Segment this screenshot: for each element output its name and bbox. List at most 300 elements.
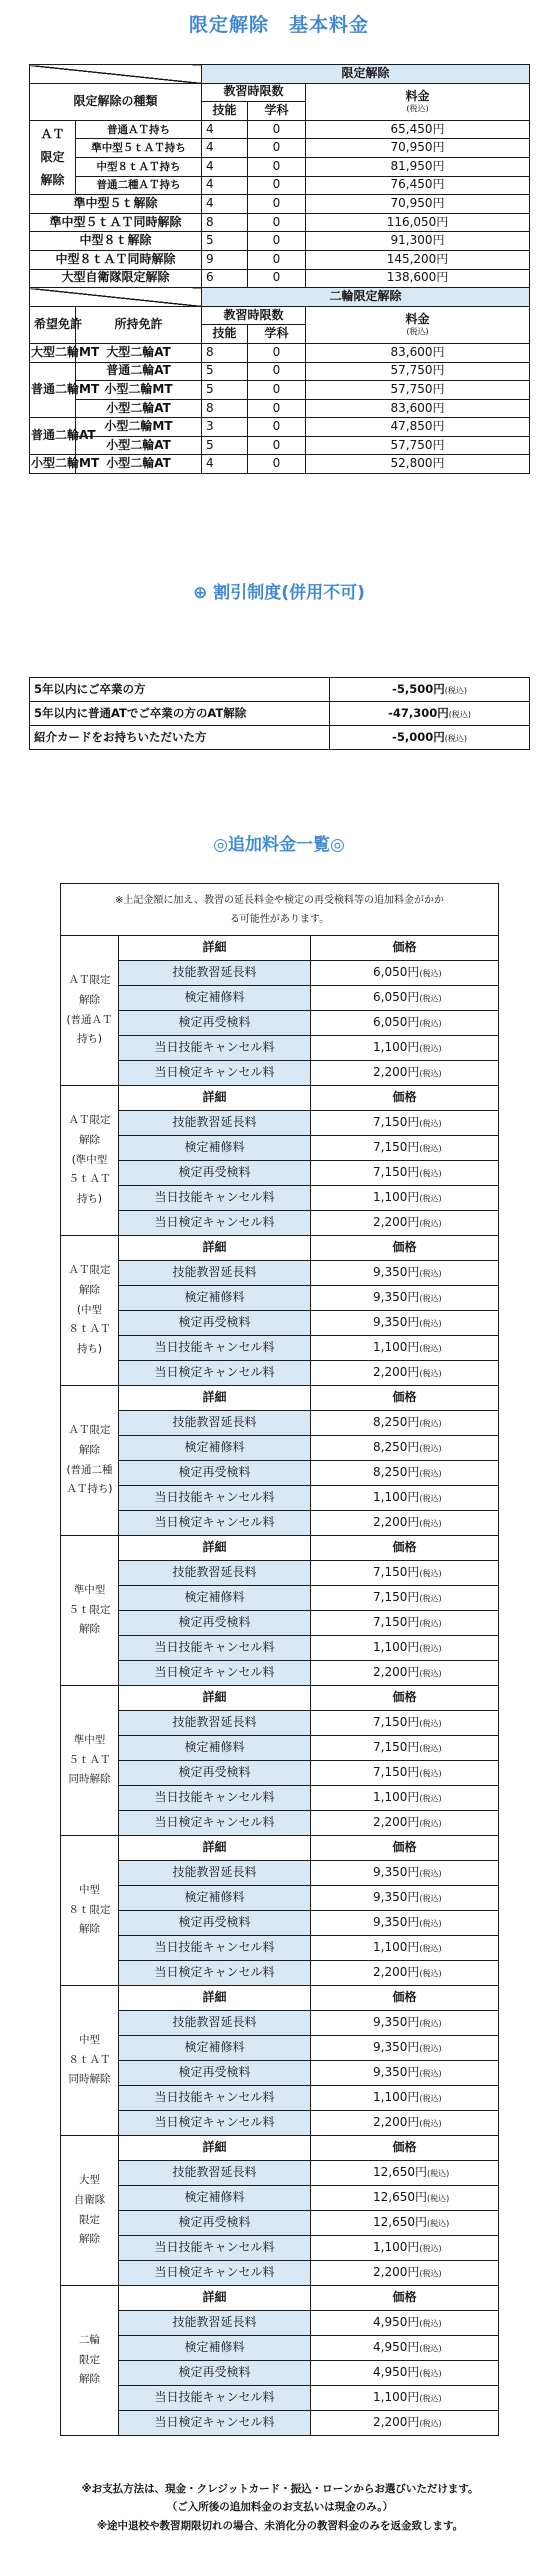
license-row [30, 269, 530, 288]
fee-value: 1,100円 [373, 1040, 420, 1055]
fee-value: 1,100円 [373, 1790, 420, 1805]
fee-value: 7,150円 [373, 1140, 420, 1155]
fee-item-row [61, 1711, 499, 1736]
fee-value: 83,600円 [390, 344, 445, 359]
fee-item-price [311, 1311, 499, 1336]
fee-value: 2,200円 [373, 2115, 420, 2130]
fee-item-row [61, 2261, 499, 2286]
fee-value: 9,350円 [373, 1865, 420, 1880]
moto-row [30, 399, 530, 418]
fee-item-name: 技能教習延長料 [119, 1561, 311, 1586]
discount-value [330, 678, 530, 702]
tax-label: (税込) [419, 1169, 442, 1179]
fee-item-row [61, 2111, 499, 2136]
group-header-row [61, 1836, 499, 1861]
fee-item-price [311, 2161, 499, 2186]
tax-label: (税込) [419, 1194, 442, 1204]
fee-cell [306, 269, 530, 288]
moto-header-row [30, 306, 530, 325]
fee-item-price [311, 1211, 499, 1236]
tax-label: (税込) [419, 1919, 442, 1929]
fee-item-price [311, 2386, 499, 2411]
held-license: 小型二輪AT [76, 436, 202, 455]
hours-header: 教習時限数 [202, 83, 306, 102]
fee-value: 1,100円 [373, 1490, 420, 1505]
fee-item-row [61, 1261, 499, 1286]
diagonal-header-cell [30, 288, 202, 307]
discount-label: 5年以内に普通ATでご卒業の方のAT解除 [30, 702, 330, 726]
tax-label: (税込) [419, 1569, 442, 1579]
fee-value: 2,200円 [373, 1365, 420, 1380]
fee-item-name: 検定再受検料 [119, 1311, 311, 1336]
desired-license: 大型二輪MT [30, 343, 76, 362]
column-header-row [30, 83, 530, 102]
fee-item-name: 検定再受検料 [119, 1161, 311, 1186]
payment-note [50, 2480, 510, 2535]
price-header: 価格 [311, 2136, 499, 2161]
price-header: 価格 [311, 936, 499, 961]
fee-item-row [61, 1911, 499, 1936]
moto-row [30, 381, 530, 400]
skill-count: 5 [202, 232, 248, 251]
fee-value: 91,300円 [390, 233, 445, 248]
detail-header: 詳細 [119, 1536, 311, 1561]
detail-header: 詳細 [119, 936, 311, 961]
tax-label: (税込) [419, 1594, 442, 1604]
fee-item-row [61, 1161, 499, 1186]
license-row [30, 250, 530, 269]
tax-label: (税込) [419, 1069, 442, 1079]
fee-item-name: 検定補修料 [119, 2036, 311, 2061]
fee-item-price [311, 2361, 499, 2386]
tax-label: (税込) [419, 1669, 442, 1679]
fee-item-row [61, 1961, 499, 1986]
tax-label: (税込) [419, 1944, 442, 1954]
fee-item-name: 検定補修料 [119, 1286, 311, 1311]
detail-header: 詳細 [119, 2286, 311, 2311]
fee-item-row [61, 961, 499, 986]
fee-item-name: 技能教習延長料 [119, 1861, 311, 1886]
group-label: ＡＴ限定 解除 (普通ＡＴ 持ち) [61, 936, 119, 1086]
detail-header: 詳細 [119, 1986, 311, 2011]
moto-section-title: 二輪限定解除 [202, 288, 530, 307]
skill-count: 4 [202, 455, 248, 474]
fee-cell [306, 381, 530, 400]
fee-value: 2,200円 [373, 2265, 420, 2280]
fee-item-price [311, 1261, 499, 1286]
fee-value: 12,650円 [373, 2190, 427, 2205]
held-license: 小型二輪MT [76, 381, 202, 400]
price-header: 価格 [311, 1536, 499, 1561]
fee-item-row [61, 1061, 499, 1086]
theory-header: 学科 [248, 325, 306, 344]
fee-value: 6,050円 [373, 965, 420, 980]
fee-value: 8,250円 [373, 1465, 420, 1480]
fee-item-price [311, 961, 499, 986]
theory-count: 0 [248, 176, 306, 195]
fee-header-label: 料金 [405, 311, 430, 326]
theory-count: 0 [248, 455, 306, 474]
theory-count: 0 [248, 362, 306, 381]
fee-cell [306, 343, 530, 362]
fee-item-name: 検定再受検料 [119, 2211, 311, 2236]
fee-item-name: 当日技能キャンセル料 [119, 2236, 311, 2261]
fee-cell [306, 195, 530, 214]
theory-count: 0 [248, 157, 306, 176]
fee-item-price [311, 1111, 499, 1136]
fee-cell [306, 157, 530, 176]
group-label: ＡＴ限定 解除 (中型 ８ｔＡＴ 持ち) [61, 1236, 119, 1386]
fee-item-price [311, 1911, 499, 1936]
fee-item-name: 検定補修料 [119, 1886, 311, 1911]
theory-count: 0 [248, 213, 306, 232]
fee-item-name: 技能教習延長料 [119, 2311, 311, 2336]
tax-label: (税込) [419, 1719, 442, 1729]
fee-item-name: 検定補修料 [119, 2336, 311, 2361]
fee-item-row [61, 1011, 499, 1036]
fee-item-row [61, 2061, 499, 2086]
group-header-row [61, 1086, 499, 1111]
fee-item-price [311, 1361, 499, 1386]
skill-count: 9 [202, 250, 248, 269]
skill-count: 8 [202, 213, 248, 232]
moto-section-row [30, 288, 530, 307]
tax-label: (税込) [419, 1369, 442, 1379]
tax-label: (税込) [419, 1969, 442, 1979]
tax-label: (税込) [419, 1119, 442, 1129]
fee-item-price [311, 1786, 499, 1811]
group-label: 準中型 ５ｔＡＴ 同時解除 [61, 1686, 119, 1836]
fee-item-row [61, 2186, 499, 2211]
group-header-row [61, 936, 499, 961]
fee-item-name: 当日技能キャンセル料 [119, 1936, 311, 1961]
skill-header: 技能 [202, 325, 248, 344]
discount-row [30, 726, 530, 750]
discount-label: 5年以内にご卒業の方 [30, 678, 330, 702]
fee-item-price [311, 2236, 499, 2261]
skill-count: 8 [202, 343, 248, 362]
fee-item-price [311, 1861, 499, 1886]
desired-license: 普通二輪MT [30, 362, 76, 418]
theory-count: 0 [248, 195, 306, 214]
extra-fee-heading: ◎追加料金一覧◎ [213, 835, 345, 855]
at-row [30, 139, 530, 158]
fee-value: 7,150円 [373, 1615, 420, 1630]
fee-value: 1,100円 [373, 1640, 420, 1655]
moto-row [30, 343, 530, 362]
fee-item-row [61, 1586, 499, 1611]
fee-value: 2,200円 [373, 1215, 420, 1230]
price-header: 価格 [311, 1986, 499, 2011]
fee-item-price [311, 2111, 499, 2136]
moto-row [30, 455, 530, 474]
fee-item-row [61, 1311, 499, 1336]
fee-value: 57,750円 [390, 381, 445, 396]
tax-label: (税込) [406, 327, 429, 337]
fee-item-row [61, 1861, 499, 1886]
fee-value: 12,650円 [373, 2215, 427, 2230]
held-license: 普通二輪AT [76, 362, 202, 381]
fee-item-name: 当日検定キャンセル料 [119, 2411, 311, 2436]
discount-heading: ⊕ 割引制度(併用不可) [193, 583, 365, 603]
fee-value: 9,350円 [373, 1915, 420, 1930]
fee-item-price [311, 2011, 499, 2036]
fee-item-price [311, 1036, 499, 1061]
tax-label: (税込) [419, 2044, 442, 2054]
license-name: 準中型５ｔ解除 [30, 195, 202, 214]
fee-item-name: 検定補修料 [119, 1736, 311, 1761]
fee-value: 57,750円 [390, 363, 445, 378]
fee-item-row [61, 2161, 499, 2186]
discount-row [30, 702, 530, 726]
fee-item-row [61, 2411, 499, 2436]
fee-value: 1,100円 [373, 1190, 420, 1205]
license-row [30, 232, 530, 251]
fee-cell [306, 120, 530, 139]
fee-item-name: 検定再受検料 [119, 2361, 311, 2386]
fee-item-row [61, 1036, 499, 1061]
fee-item-price [311, 1436, 499, 1461]
fee-value: 76,450円 [390, 177, 445, 192]
fee-item-name: 当日技能キャンセル料 [119, 1486, 311, 1511]
fee-item-name: 当日技能キャンセル料 [119, 1636, 311, 1661]
theory-count: 0 [248, 418, 306, 437]
price-header: 価格 [311, 1236, 499, 1261]
detail-header: 詳細 [119, 1236, 311, 1261]
license-name: 準中型５ｔＡＴ同時解除 [30, 213, 202, 232]
fee-value: 4,950円 [373, 2365, 420, 2380]
held-license: 小型二輪MT [76, 418, 202, 437]
skill-count: 5 [202, 362, 248, 381]
fee-item-name: 当日検定キャンセル料 [119, 1811, 311, 1836]
group-header-row [61, 1986, 499, 2011]
fee-value: 7,150円 [373, 1590, 420, 1605]
fee-item-row [61, 1936, 499, 1961]
license-name: 準中型５ｔＡＴ持ち [76, 139, 202, 158]
fee-item-price [311, 1586, 499, 1611]
fee-item-name: 当日検定キャンセル料 [119, 1211, 311, 1236]
fee-item-name: 当日検定キャンセル料 [119, 1961, 311, 1986]
fee-value: 4,950円 [373, 2340, 420, 2355]
fee-value: 9,350円 [373, 1265, 420, 1280]
group-label: 中型 ８ｔ限定 解除 [61, 1836, 119, 1986]
fee-value: 1,100円 [373, 2390, 420, 2405]
fee-item-name: 当日検定キャンセル料 [119, 2111, 311, 2136]
theory-count: 0 [248, 381, 306, 400]
tax-label: (税込) [419, 2094, 442, 2104]
fee-item-row [61, 2386, 499, 2411]
discount-value [330, 702, 530, 726]
diagonal-header-cell [30, 65, 202, 84]
fee-item-row [61, 1336, 499, 1361]
fee-item-price [311, 1461, 499, 1486]
tax-label: (税込) [419, 1494, 442, 1504]
license-name: 中型８ｔＡＴ持ち [76, 157, 202, 176]
fee-item-row [61, 986, 499, 1011]
tax-label: (税込) [419, 1219, 442, 1229]
fee-item-row [61, 1286, 499, 1311]
fee-item-price [311, 2336, 499, 2361]
fee-item-name: 検定補修料 [119, 986, 311, 1011]
fee-value: 9,350円 [373, 1315, 420, 1330]
theory-count: 0 [248, 250, 306, 269]
at-row [30, 157, 530, 176]
fee-value: 12,650円 [373, 2165, 427, 2180]
fee-item-price [311, 2061, 499, 2086]
group-header-row [61, 1536, 499, 1561]
fee-value: 7,150円 [373, 1715, 420, 1730]
license-name: 中型８ｔ解除 [30, 232, 202, 251]
price-header: 価格 [311, 2286, 499, 2311]
fee-cell [306, 213, 530, 232]
fee-item-name: 当日検定キャンセル料 [119, 1361, 311, 1386]
note-row [61, 884, 499, 936]
fee-value: 145,200円 [386, 251, 449, 266]
skill-count: 5 [202, 436, 248, 455]
fee-cell [306, 250, 530, 269]
detail-header: 詳細 [119, 1086, 311, 1111]
fee-item-row [61, 1486, 499, 1511]
fee-value: 81,950円 [390, 158, 445, 173]
fee-item-price [311, 1961, 499, 1986]
tax-label: (税込) [419, 2019, 442, 2029]
fee-item-price [311, 1886, 499, 1911]
fee-item-price [311, 2411, 499, 2436]
fee-item-row [61, 1511, 499, 1536]
fee-item-price [311, 2186, 499, 2211]
group-header-row [61, 2286, 499, 2311]
payment-note-line-3: ※途中退校や教習期限切れの場合、未消化分の教習料金のみを返金致します。 [96, 2519, 464, 2532]
type-header: 限定解除の種類 [30, 83, 202, 120]
group-label: 大型 自衛隊 限定 解除 [61, 2136, 119, 2286]
fee-item-price [311, 1611, 499, 1636]
tax-label: (税込) [419, 1469, 442, 1479]
fee-item-row [61, 1786, 499, 1811]
license-row [30, 195, 530, 214]
skill-count: 4 [202, 157, 248, 176]
fee-item-price [311, 1761, 499, 1786]
fee-item-name: 当日検定キャンセル料 [119, 1661, 311, 1686]
fee-item-name: 当日技能キャンセル料 [119, 2086, 311, 2111]
fee-cell [306, 455, 530, 474]
discount-row [30, 678, 530, 702]
fee-item-price [311, 2311, 499, 2336]
fee-item-row [61, 2311, 499, 2336]
fee-item-row [61, 2211, 499, 2236]
tax-label: (税込) [448, 709, 471, 719]
price-header: 価格 [311, 1086, 499, 1111]
fee-value: 7,150円 [373, 1565, 420, 1580]
license-name: 普通ＡＴ持ち [76, 120, 202, 139]
at-row [30, 120, 530, 139]
tax-label: (税込) [419, 2269, 442, 2279]
skill-count: 4 [202, 139, 248, 158]
fee-item-price [311, 2036, 499, 2061]
desired-header: 希望免許 [30, 306, 76, 343]
fee-item-row [61, 1761, 499, 1786]
tax-label: (税込) [419, 1319, 442, 1329]
tax-label: (税込) [406, 104, 429, 114]
fee-item-name: 検定再受検料 [119, 1911, 311, 1936]
fee-item-name: 検定再受検料 [119, 1011, 311, 1036]
fee-item-price [311, 1161, 499, 1186]
tax-label: (税込) [419, 2244, 442, 2254]
fee-value: 8,250円 [373, 1415, 420, 1430]
fee-value: 2,200円 [373, 1815, 420, 1830]
fee-item-name: 当日検定キャンセル料 [119, 1511, 311, 1536]
fee-value: 9,350円 [373, 2065, 420, 2080]
fee-item-price [311, 1336, 499, 1361]
theory-count: 0 [248, 232, 306, 251]
fee-header [306, 83, 530, 120]
page-title: 限定解除 基本料金 [188, 14, 369, 36]
theory-count: 0 [248, 139, 306, 158]
fee-item-price [311, 1486, 499, 1511]
fee-item-name: 技能教習延長料 [119, 2161, 311, 2186]
fee-item-row [61, 1211, 499, 1236]
at-row [30, 176, 530, 195]
group-label: ＡＴ限定 解除 (準中型 ５ｔＡＴ 持ち) [61, 1086, 119, 1236]
license-name: 中型８ｔＡＴ同時解除 [30, 250, 202, 269]
tax-label: (税込) [419, 2369, 442, 2379]
tax-label: (税込) [419, 2119, 442, 2129]
fee-item-name: 当日技能キャンセル料 [119, 1336, 311, 1361]
tax-label: (税込) [419, 1444, 442, 1454]
fee-value: 2,200円 [373, 2415, 420, 2430]
section-header-row [30, 65, 530, 84]
skill-count: 3 [202, 418, 248, 437]
fee-value: 8,250円 [373, 1440, 420, 1455]
fee-item-row [61, 1411, 499, 1436]
fee-item-price [311, 1186, 499, 1211]
tax-label: (税込) [419, 1819, 442, 1829]
fee-value: 9,350円 [373, 1290, 420, 1305]
fee-item-name: 検定補修料 [119, 1586, 311, 1611]
fee-item-name: 当日技能キャンセル料 [119, 1036, 311, 1061]
skill-count: 5 [202, 381, 248, 400]
held-header: 所持免許 [76, 306, 202, 343]
theory-count: 0 [248, 269, 306, 288]
fee-item-row [61, 1561, 499, 1586]
fee-value: 2,200円 [373, 1665, 420, 1680]
fee-item-price [311, 1561, 499, 1586]
tax-label: (税込) [419, 1869, 442, 1879]
fee-item-row [61, 1361, 499, 1386]
fee-value: 9,350円 [373, 1890, 420, 1905]
held-license: 大型二輪AT [76, 343, 202, 362]
tax-label: (税込) [419, 2394, 442, 2404]
detail-header: 詳細 [119, 1386, 311, 1411]
tax-label: (税込) [419, 1744, 442, 1754]
fee-value: 83,600円 [390, 400, 445, 415]
fee-item-price [311, 1711, 499, 1736]
fee-item-price [311, 1136, 499, 1161]
theory-header: 学科 [248, 102, 306, 121]
fee-value: 1,100円 [373, 2240, 420, 2255]
fee-value: 52,800円 [390, 456, 445, 471]
fee-item-price [311, 986, 499, 1011]
skill-header: 技能 [202, 102, 248, 121]
fee-item-name: 当日技能キャンセル料 [119, 1786, 311, 1811]
fee-item-row [61, 1611, 499, 1636]
group-label: ＡＴ限定 解除 (普通二種 ＡＴ持ち) [61, 1386, 119, 1536]
tax-label: (税込) [419, 969, 442, 979]
fee-value: 1,100円 [373, 1940, 420, 1955]
fee-item-name: 当日技能キャンセル料 [119, 1186, 311, 1211]
tax-label: (税込) [419, 1144, 442, 1154]
theory-count: 0 [248, 120, 306, 139]
tax-label: (税込) [419, 2319, 442, 2329]
